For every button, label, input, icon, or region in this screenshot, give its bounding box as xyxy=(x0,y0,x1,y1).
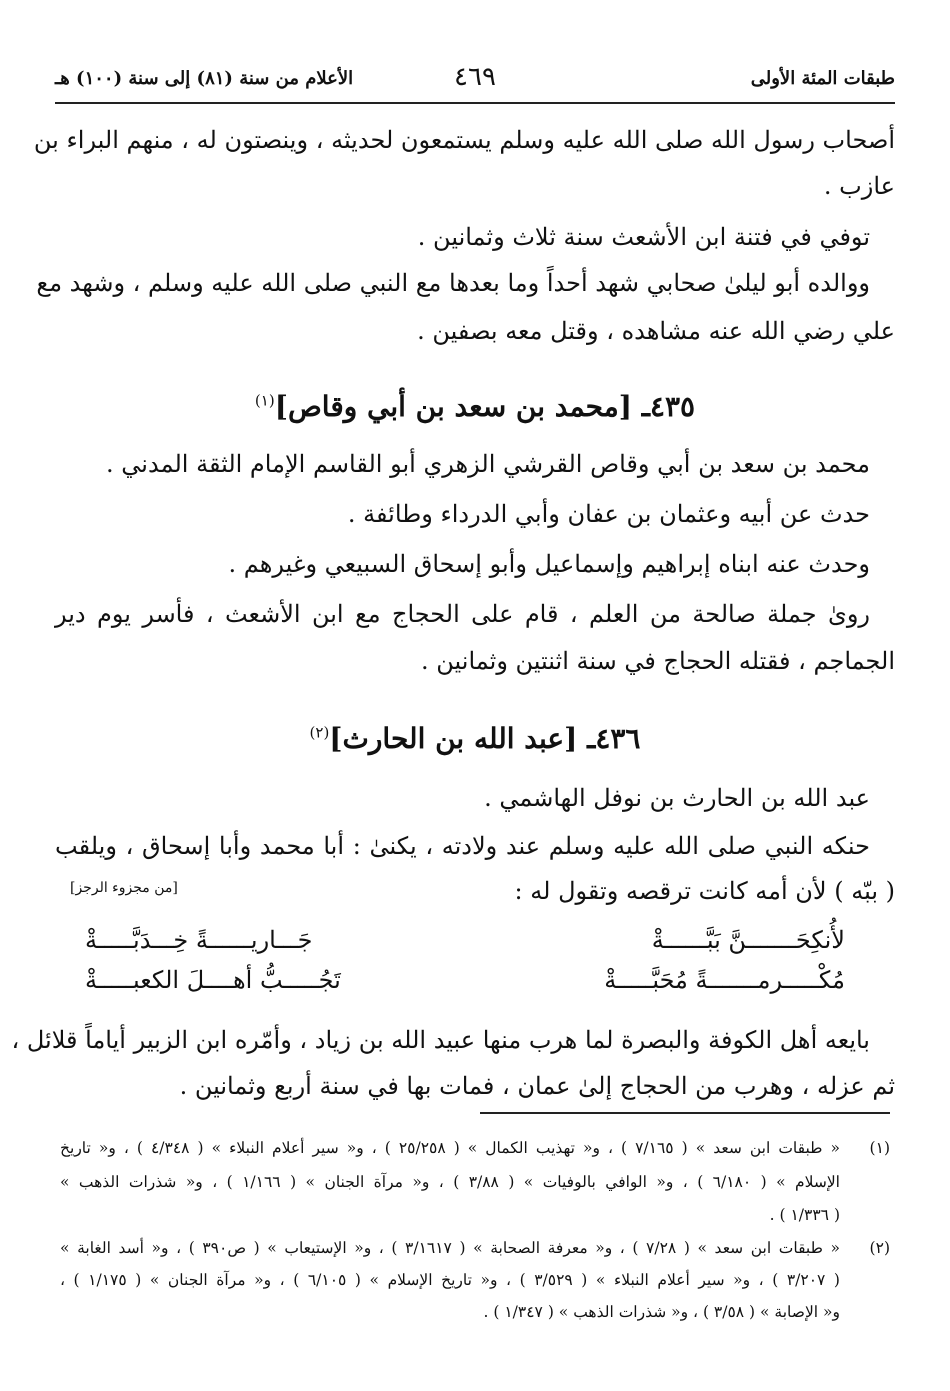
footnote-line: الإسلام » ( ٦/١٨٠ ) ، و« الوافي بالوفيات » ( ٣/٨٨ ) ، و« مرآة الجنان » ( ١/١٦٦ ) ، و« شذرات الذهب » xyxy=(60,1173,840,1191)
paragraph-line: توفي في فتنة ابن الأشعث سنة ثلاث وثمانين . xyxy=(417,223,870,251)
footnote-ref: (١) xyxy=(254,391,275,410)
paragraph-line: أصحاب رسول الله صلى الله عليه وسلم يستمعون لحديثه ، وينصتون له ، منهم البراء بن xyxy=(33,126,895,154)
biography-435-title xyxy=(55,390,895,423)
running-header xyxy=(55,62,895,104)
paragraph-line: وحدث عنه ابناه إبراهيم وإسماعيل وأبو إسحاق السبيعي وغيرهم . xyxy=(228,550,870,578)
paragraph-line: ( ببّه ) لأن أمه كانت ترقصه وتقول له : xyxy=(514,877,895,905)
page-number: ٤٦٩ xyxy=(454,62,496,92)
footnote-line: ( ١/٣٣٦ ) . xyxy=(769,1206,840,1224)
paragraph-line: محمد بن سعد بن أبي وقاص القرشي الزهري أبو القاسم الإمام الثقة المدني . xyxy=(106,450,870,478)
verse-hemistich: مُكْـــــرمـــــــةً مُحَبَّـــــةْ xyxy=(604,966,845,994)
paragraph-line: علي رضي الله عنه مشاهده ، وقتل معه بصفين . xyxy=(417,317,895,345)
paragraph-line: الجماجم ، فقتله الحجاج في سنة اثنتين وثمانين . xyxy=(421,647,895,675)
footnote-ref: (٢) xyxy=(309,723,330,742)
verse-hemistich: تَجُـــــبُّ أهــــلَ الكعبـــــةْ xyxy=(85,966,341,994)
paragraph-line: ووالده أبو ليلىٰ صحابي شهد أحداً وما بعدها مع النبي صلى الله عليه وسلم ، وشهد مع xyxy=(36,269,870,297)
footnote-line: و« الإصابة » ( ٣/٥٨ ) ، و« شذرات الذهب » ( ١/٣٤٧ ) . xyxy=(483,1303,840,1321)
verse-hemistich: جَـــاريــــــةً خِـــدَبَّـــــةْ xyxy=(85,926,313,954)
paragraph-line: عبد الله بن الحارث بن نوفل الهاشمي . xyxy=(484,784,870,812)
header-section-title: الأعلام من سنة (٨١) إلى سنة (١٠٠) هـ xyxy=(55,68,354,89)
paragraph-line: حدث عن أبيه وعثمان بن عفان وأبي الدرداء وطائفة . xyxy=(347,500,870,528)
biography-436-title xyxy=(55,722,895,755)
paragraph-line: حنكه النبي صلى الله عليه وسلم عند ولادته ، يكنىٰ : أبا محمد وأبا إسحاق ، ويلقب xyxy=(55,832,870,860)
paragraph-line: ثم عزله ، وهرب من الحجاج إلىٰ عمان ، فمات بها في سنة أربع وثمانين . xyxy=(179,1072,895,1100)
footnote-number: (١) xyxy=(869,1139,890,1157)
title-text: ٤٣٦ـ [عبد الله بن الحارث] xyxy=(329,722,641,755)
paragraph-line: عازب . xyxy=(823,172,895,200)
paragraph-line: روىٰ جملة صالحة من العلم ، قام على الحجاج مع ابن الأشعث ، فأسر يوم دير xyxy=(55,600,870,628)
footnote-separator xyxy=(480,1112,890,1114)
footnote-line: ( ٣/٢٠٧ ) ، و« سير أعلام النبلاء » ( ٣/٥٢٩ ) ، و« تاريخ الإسلام » ( ٦/١٠٥ ) ، و« مرآة الجنان » ( ١/١٧٥ ) ، xyxy=(60,1271,840,1289)
meter-label: [من مجزوء الرجز] xyxy=(70,880,178,896)
footnote-line: « طبقات ابن سعد » ( ٧/١٦٥ ) ، و« تهذيب الكمال » ( ٢٥/٢٥٨ ) ، و« سير أعلام النبلاء » ( ٤/٣٤٨ ) ، و« تاريخ xyxy=(60,1139,840,1157)
verse-hemistich: لأُنكِحَـــــــنَّ بَبَّــــــةْ xyxy=(651,926,845,954)
title-text: ٤٣٥ـ [محمد بن سعد بن أبي وقاص] xyxy=(274,390,696,423)
paragraph-line: بايعه أهل الكوفة والبصرة لما هرب منها عبيد الله بن زياد ، وأمّره ابن الزبير أياماً قلائل ، xyxy=(11,1026,870,1054)
header-book-title: طبقات المئة الأولى xyxy=(750,68,895,89)
footnote-line: « طبقات ابن سعد » ( ٧/٢٨ ) ، و« معرفة الصحابة » ( ٣/١٦١٧ ) ، و« الإستيعاب » ( ص٣٩٠ ) ، و« أسد الغابة » xyxy=(60,1239,840,1257)
footnote-number: (٢) xyxy=(869,1239,890,1257)
